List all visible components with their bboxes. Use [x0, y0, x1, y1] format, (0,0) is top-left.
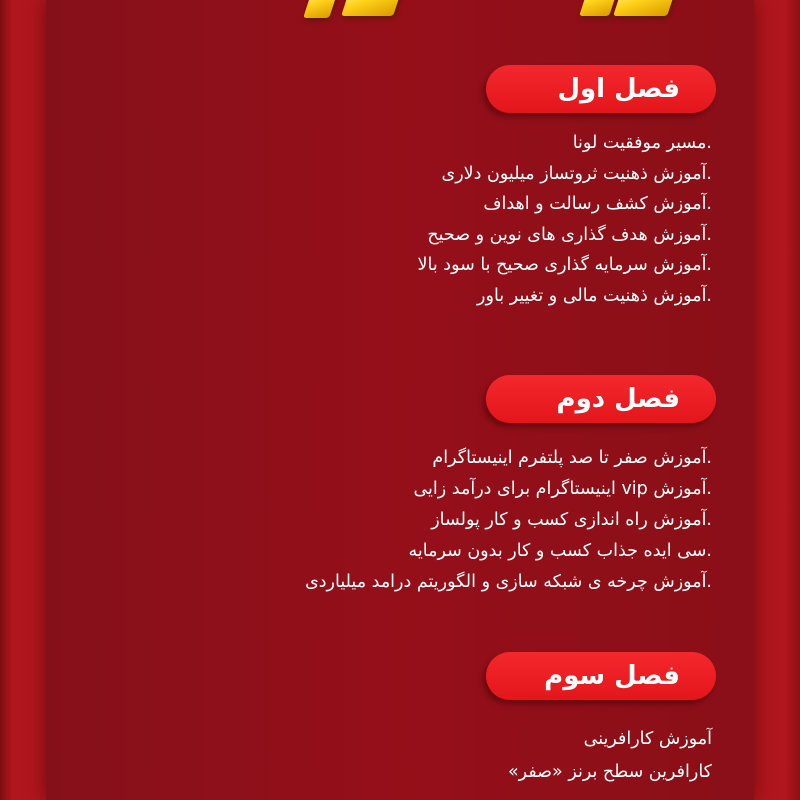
list-item: .آموزش چرخه ی شبکه سازی و الگوریتم درامد میلیاردی	[305, 572, 712, 592]
background-edge-right	[786, 0, 800, 800]
list-item: .آموزش ذهنیت ثروتساز میلیون دلاری	[441, 163, 712, 184]
section-3-header	[486, 652, 716, 700]
list-item: کارافرین سطح برنز «صفر»	[507, 762, 712, 782]
section-3-list	[508, 723, 712, 789]
list-item: .آموزش هدف گذاری های نوین و صحیح	[427, 224, 712, 245]
list-item: آموزش کارافرینی	[583, 729, 712, 749]
background-edge-left	[0, 0, 12, 800]
list-item: .آموزش ذهنیت مالی و تغییر باور	[477, 285, 712, 306]
section-1-title: فصل اول	[557, 74, 680, 104]
list-item: .سی ایده جذاب کسب و کار بدون سرمایه	[408, 541, 712, 561]
list-item: .مسیر موفقیت لونا	[572, 133, 712, 153]
list-item: .آموزش راه اندازی کسب و کار پولساز	[431, 510, 712, 530]
gold-bar-icon	[303, 0, 339, 18]
section-3-title: فصل سوم	[544, 661, 680, 691]
list-item: .آموزش vip اینیستاگرام برای درآمد زایی	[413, 479, 712, 499]
section-1-list	[418, 128, 712, 311]
section-1-header	[486, 65, 716, 113]
list-item: .آموزش صفر تا صد پلتفرم اینیستاگرام	[432, 448, 712, 468]
list-item: .آموزش کشف رسالت و اهداف	[483, 194, 712, 214]
gold-bar-icon	[341, 0, 403, 16]
gold-bar-icon	[613, 0, 677, 16]
section-2-list	[305, 443, 712, 598]
list-item: .آموزش سرمایه گذاری صحیح با سود بالا	[417, 255, 712, 275]
section-2-title: فصل دوم	[556, 384, 680, 414]
section-2-header	[486, 375, 716, 423]
